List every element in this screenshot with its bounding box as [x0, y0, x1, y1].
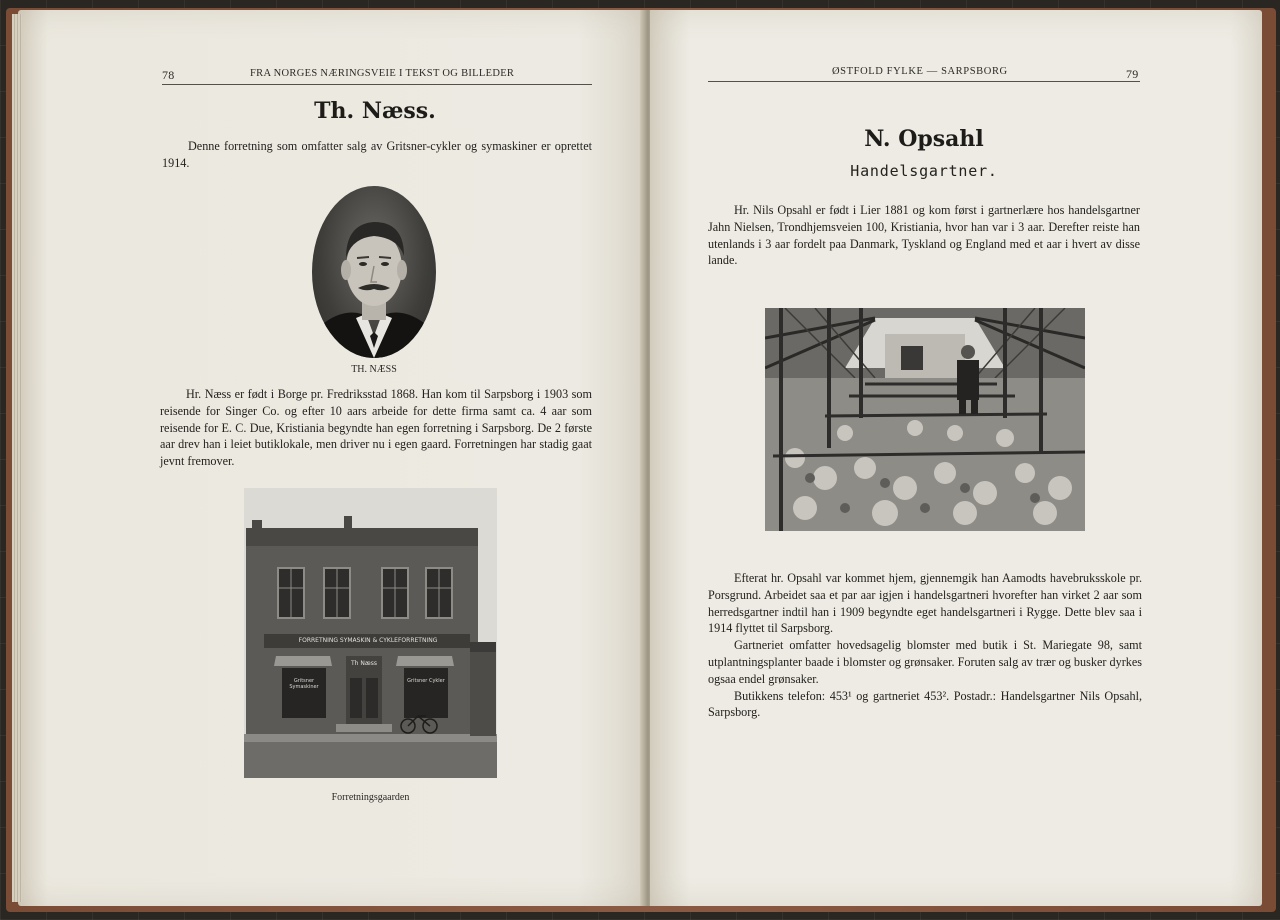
page-edges	[12, 14, 22, 902]
storefront-door-sign: Th Næss	[350, 660, 377, 667]
left-body	[160, 386, 592, 470]
left-page-number: 78	[162, 68, 175, 82]
right-intro-text: Hr. Nils Opsahl er født i Lier 1881 og kom først i gartnerlære hos handelsgartner Jahn Nielsen, Trondhjemsveien 100, Kristiania, hvor han var i 3 aar. Derefter reiste han utenlands i 3 aar fordelt paa Danmark, Tyskland og England med et aar i hvert av disse lande.	[708, 203, 1140, 268]
right-intro	[708, 202, 1140, 269]
left-body-text: Hr. Næss er født i Borge pr. Fredriksstad 1868. Han kom til Sarpsborg i 1903 som reisende for Singer Co. og efter 10 aars arbeide for dette firma samt ca. 4 aar som reisende for E. C. Due, Kristiania begyndte han egen forretning i Sarpsborg. De 2 første aar drev han i leiet butiklokale, men driver nu i egen gaard. Forretningen har stadig gaat jevnt fremover.	[160, 387, 592, 469]
right-head-rule	[708, 81, 1140, 82]
left-title: Th. Næss.	[314, 98, 436, 124]
left-intro	[162, 138, 592, 172]
right-body	[708, 570, 1142, 721]
storefront-sign: FORRETNING SYMASKIN & CYKLEFORRETNING	[298, 637, 438, 644]
window-right-text: Gritsner Cykler	[407, 678, 445, 684]
right-body-text-2: Gartneriet omfatter hovedsagelig blomster med butik i St. Mariegate 98, samt utplantningsplanter baade i blomster og grønsaker. Foruten salg av trær og busker dyrkes ogsaa endel grønsaker.	[708, 638, 1142, 686]
right-subtitle: Handelsgartner.	[850, 162, 998, 180]
window-left-text: Gritsner Symaskiner	[289, 678, 319, 690]
left-running-head: FRA NORGES NÆRINGSVEIE I TEKST OG BILLEDER	[250, 68, 515, 79]
right-body-text-3: Butikkens telefon: 453¹ og gartneriet 453². Postadr.: Handelsgartner Nils Opsahl, Sarpsborg.	[708, 688, 1142, 720]
greenhouse-photo	[765, 308, 1085, 531]
storefront-photo	[244, 488, 497, 778]
left-head-rule	[162, 84, 592, 85]
right-title: N. Opsahl	[864, 126, 984, 152]
right-running-head: ØSTFOLD FYLKE — SARPSBORG	[832, 66, 1008, 77]
portrait-photo	[312, 186, 436, 358]
left-intro-text: Denne forretning som omfatter salg av Gritsner-cykler og symaskiner er oprettet 1914.	[162, 139, 592, 170]
right-body-text-1: Efterat hr. Opsahl var kommet hjem, gjennemgik han Aamodts havebruksskole pr. Porsgrund. Arbeidet saa et par aar igjen i handelsgartneri hvorefter han virket 2 aar som herredsgartner indtil han i 1909 begyndte eget handelsgartneri i Rygge. Dette blev saa i 1914 flyttet til Sarpsborg.	[708, 571, 1142, 636]
right-page-number: 79	[1126, 67, 1139, 81]
storefront-caption: Forretningsgaarden	[331, 792, 410, 803]
portrait-caption: TH. NÆSS	[351, 364, 397, 375]
